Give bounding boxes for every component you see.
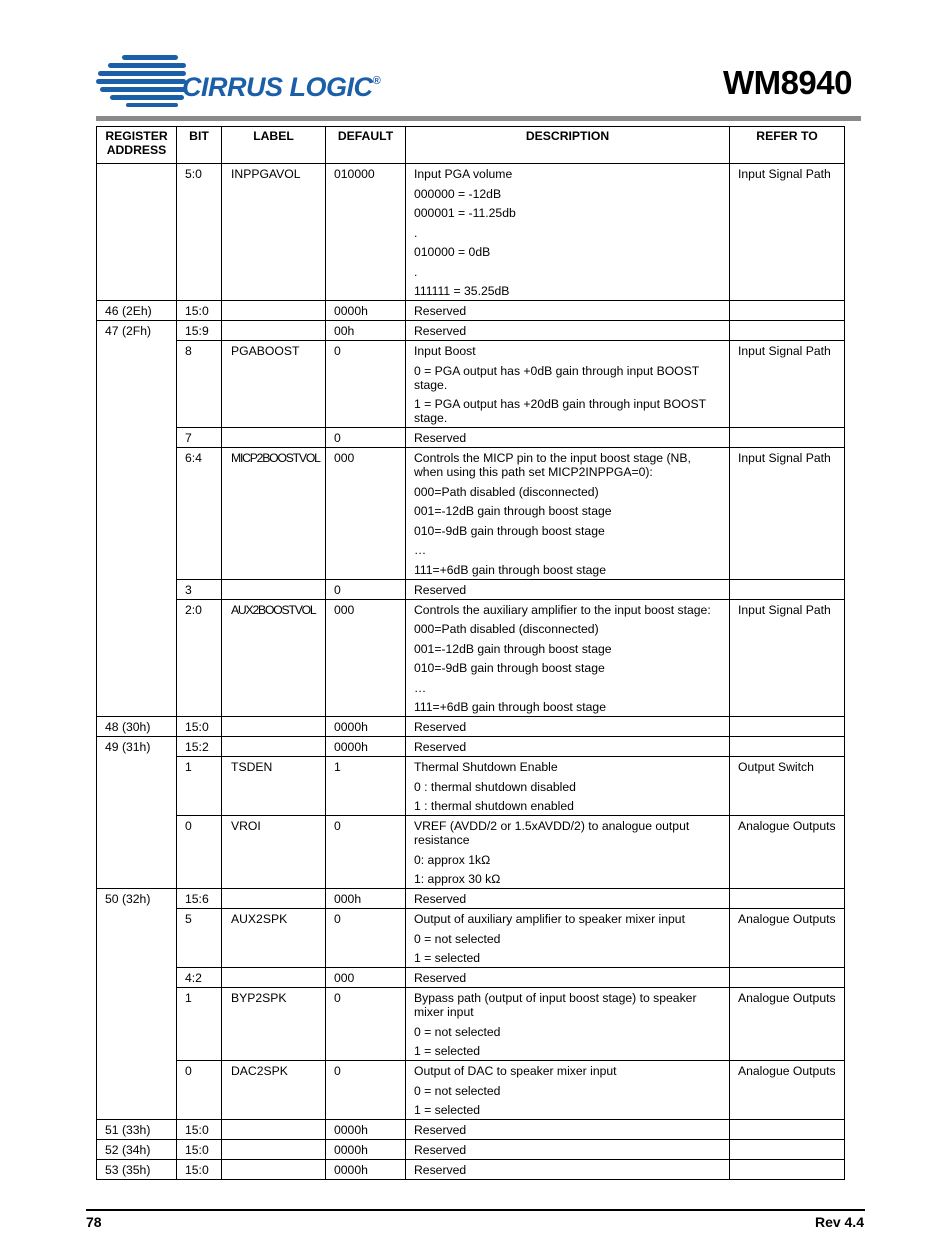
description-line: 1 = selected: [414, 951, 481, 965]
default-cell: 0000h: [326, 1160, 406, 1180]
description-line: 000=Path disabled (disconnected): [414, 484, 599, 499]
table-row: [97, 428, 845, 448]
default-cell: 00h: [326, 321, 406, 341]
refer-to-cell: Output Switch: [730, 757, 845, 816]
description-cell: [406, 1160, 730, 1180]
document-title: WM8940: [722, 64, 852, 101]
register-address-cell: 53 (35h): [97, 1160, 177, 1180]
description-cell: [406, 968, 730, 988]
description-line: 001=-12dB gain through boost stage: [414, 504, 612, 518]
description-line: …: [414, 543, 427, 557]
table-row: [97, 321, 845, 341]
label-cell: [222, 968, 326, 988]
bit-cell: 15:0: [177, 717, 222, 737]
bit-cell: 3: [177, 579, 222, 599]
label-cell: [222, 579, 326, 599]
description-line: Input Boost: [414, 344, 476, 358]
default-cell: 0000h: [326, 737, 406, 757]
description-cell: [406, 341, 730, 428]
table-row: [97, 816, 845, 889]
description-cell: [406, 909, 730, 968]
default-cell: 0: [326, 988, 406, 1061]
bit-cell: 15:9: [177, 321, 222, 341]
default-cell: 010000: [326, 164, 406, 301]
refer-to-cell: Analogue Outputs: [730, 816, 845, 889]
register-address-cell: [97, 909, 177, 968]
logo-text: CIRRUS LOGIC®: [182, 72, 381, 102]
table-row: [97, 448, 845, 580]
table-row: [97, 717, 845, 737]
description-line: Reserved: [414, 324, 467, 338]
table-row: [97, 579, 845, 599]
description-line: .: [414, 225, 418, 240]
refer-to-cell: [730, 968, 845, 988]
bit-cell: 15:0: [177, 1140, 222, 1160]
default-cell: 0: [326, 579, 406, 599]
register-address-cell: [97, 164, 177, 301]
description-line: Thermal Shutdown Enable: [414, 760, 558, 774]
bit-cell: 15:2: [177, 737, 222, 757]
label-cell: MICP2BOOSTVOL: [222, 448, 326, 580]
default-cell: 0000h: [326, 717, 406, 737]
label-cell: [222, 1140, 326, 1160]
description-cell: [406, 1140, 730, 1160]
register-table: [96, 126, 845, 1180]
table-row: [97, 1120, 845, 1140]
table-row: [97, 301, 845, 321]
description-line: 0 = not selected: [414, 931, 501, 946]
description-line: Reserved: [414, 431, 467, 445]
default-cell: 000: [326, 968, 406, 988]
description-line: Reserved: [414, 1143, 467, 1157]
default-cell: 000: [326, 448, 406, 580]
description-line: Reserved: [414, 1163, 467, 1177]
refer-to-cell: Input Signal Path: [730, 599, 845, 717]
description-cell: [406, 321, 730, 341]
register-address-cell: 49 (31h): [97, 737, 177, 757]
bit-cell: 1: [177, 988, 222, 1061]
default-cell: 1: [326, 757, 406, 816]
label-cell: [222, 428, 326, 448]
description-cell: [406, 579, 730, 599]
bit-cell: 15:0: [177, 1160, 222, 1180]
description-line: Reserved: [414, 740, 467, 754]
register-address-cell: [97, 579, 177, 599]
bit-cell: 2:0: [177, 599, 222, 717]
description-line: 111=+6dB gain through boost stage: [414, 562, 606, 577]
footer-divider: [86, 1209, 865, 1211]
refer-to-cell: Input Signal Path: [730, 448, 845, 580]
page-number: 78: [86, 1214, 102, 1230]
refer-to-cell: Analogue Outputs: [730, 988, 845, 1061]
refer-to-cell: [730, 1160, 845, 1180]
label-cell: [222, 717, 326, 737]
default-cell: 0000h: [326, 1120, 406, 1140]
description-cell: [406, 1120, 730, 1140]
register-address-cell: [97, 816, 177, 889]
table-row: [97, 1160, 845, 1180]
description-line: Bypass path (output of input boost stage) to speaker mixer input: [414, 991, 697, 1019]
description-line: 0 = not selected: [414, 1024, 501, 1039]
description-line: Controls the MICP pin to the input boost stage (NB, when using this path set MICP2INPPGA=0):: [414, 451, 691, 479]
table-row: [97, 889, 845, 909]
description-line: 000001 = -11.25db: [414, 206, 516, 220]
description-line: 0: approx 1kΩ: [414, 852, 491, 867]
description-line: 1: approx 30 kΩ: [414, 872, 501, 886]
description-cell: [406, 757, 730, 816]
register-address-cell: [97, 988, 177, 1061]
register-address-cell: [97, 1061, 177, 1120]
logo-stripes-icon: [96, 52, 186, 108]
table-row: [97, 1140, 845, 1160]
label-cell: AUX2SPK: [222, 909, 326, 968]
column-header-label: LABEL: [222, 127, 326, 164]
refer-to-cell: [730, 737, 845, 757]
default-cell: 0: [326, 909, 406, 968]
description-line: 010=-9dB gain through boost stage: [414, 523, 605, 538]
register-address-cell: [97, 428, 177, 448]
bit-cell: 5:0: [177, 164, 222, 301]
label-cell: [222, 321, 326, 341]
default-cell: 0: [326, 1061, 406, 1120]
table-header-row: [97, 127, 845, 164]
bit-cell: 15:0: [177, 1120, 222, 1140]
description-line: 000=Path disabled (disconnected): [414, 622, 599, 636]
label-cell: PGABOOST: [222, 341, 326, 428]
refer-to-cell: [730, 321, 845, 341]
table-row: [97, 737, 845, 757]
default-cell: 0000h: [326, 1140, 406, 1160]
description-line: 0 = PGA output has +0dB gain through input BOOST stage.: [414, 363, 700, 392]
description-line: 1 = selected: [414, 1103, 481, 1117]
bit-cell: 0: [177, 816, 222, 889]
description-line: 111111 = 35.25dB: [414, 284, 510, 298]
bit-cell: 15:6: [177, 889, 222, 909]
column-header-default: DEFAULT: [326, 127, 406, 164]
column-header-bit: BIT: [177, 127, 222, 164]
description-cell: [406, 599, 730, 717]
bit-cell: 5: [177, 909, 222, 968]
label-cell: DAC2SPK: [222, 1061, 326, 1120]
description-cell: [406, 717, 730, 737]
refer-to-cell: [730, 717, 845, 737]
label-cell: [222, 301, 326, 321]
register-address-cell: 46 (2Eh): [97, 301, 177, 321]
bit-cell: 8: [177, 341, 222, 428]
description-line: Reserved: [414, 1123, 467, 1137]
default-cell: 0: [326, 816, 406, 889]
label-cell: [222, 1120, 326, 1140]
description-line: 000000 = -12dB: [414, 186, 502, 201]
refer-to-cell: [730, 579, 845, 599]
bit-cell: 6:4: [177, 448, 222, 580]
description-line: Reserved: [414, 720, 467, 734]
register-address-cell: 50 (32h): [97, 889, 177, 909]
bit-cell: 4:2: [177, 968, 222, 988]
description-line: VREF (AVDD/2 or 1.5xAVDD/2) to analogue output resistance: [414, 819, 690, 847]
column-header-register-address: REGISTER ADDRESS: [97, 127, 177, 164]
description-line: Output of auxiliary amplifier to speaker mixer input: [414, 912, 685, 926]
label-cell: [222, 1160, 326, 1180]
bit-cell: 15:0: [177, 301, 222, 321]
register-address-cell: [97, 599, 177, 717]
table-row: [97, 1061, 845, 1120]
table-row: [97, 909, 845, 968]
description-line: 010=-9dB gain through boost stage: [414, 661, 605, 675]
refer-to-cell: Analogue Outputs: [730, 1061, 845, 1120]
table-row: [97, 164, 845, 301]
refer-to-cell: [730, 428, 845, 448]
register-address-cell: [97, 757, 177, 816]
description-line: 111=+6dB gain through boost stage: [414, 700, 606, 714]
table-row: [97, 988, 845, 1061]
default-cell: 000h: [326, 889, 406, 909]
column-header-refer-to: REFER TO: [730, 127, 845, 164]
label-cell: AUX2BOOSTVOL: [222, 599, 326, 717]
description-cell: [406, 889, 730, 909]
refer-to-cell: [730, 1140, 845, 1160]
description-cell: [406, 1061, 730, 1120]
register-address-cell: [97, 448, 177, 580]
description-cell: [406, 301, 730, 321]
table-row: [97, 341, 845, 428]
description-cell: [406, 164, 730, 301]
description-line: Input PGA volume: [414, 167, 513, 181]
description-cell: [406, 737, 730, 757]
description-line: Output of DAC to speaker mixer input: [414, 1064, 617, 1078]
column-header-description: DESCRIPTION: [406, 127, 730, 164]
description-cell: [406, 816, 730, 889]
description-line: 1 = PGA output has +20dB gain through input BOOST stage.: [414, 397, 706, 425]
bit-cell: 0: [177, 1061, 222, 1120]
description-line: 1 = selected: [414, 1044, 481, 1058]
refer-to-cell: Input Signal Path: [730, 164, 845, 301]
label-cell: TSDEN: [222, 757, 326, 816]
default-cell: 0000h: [326, 301, 406, 321]
description-line: Reserved: [414, 304, 467, 318]
register-address-cell: 52 (34h): [97, 1140, 177, 1160]
description-line: 0 : thermal shutdown disabled: [414, 779, 576, 794]
description-line: Controls the auxiliary amplifier to the input boost stage:: [414, 602, 711, 617]
table-row: [97, 599, 845, 717]
refer-to-cell: [730, 301, 845, 321]
refer-to-cell: Analogue Outputs: [730, 909, 845, 968]
register-address-cell: 47 (2Fh): [97, 321, 177, 341]
description-line: 1 : thermal shutdown enabled: [414, 799, 574, 813]
header-divider: [96, 116, 861, 121]
label-cell: BYP2SPK: [222, 988, 326, 1061]
description-line: Reserved: [414, 582, 467, 597]
default-cell: 0: [326, 341, 406, 428]
table-row: [97, 968, 845, 988]
description-line: .: [414, 264, 418, 279]
revision-label: Rev 4.4: [814, 1214, 864, 1230]
description-line: Reserved: [414, 892, 467, 906]
label-cell: [222, 737, 326, 757]
register-address-cell: 51 (33h): [97, 1120, 177, 1140]
description-line: Reserved: [414, 971, 467, 985]
description-line: 010000 = 0dB: [414, 245, 491, 259]
description-cell: [406, 988, 730, 1061]
label-cell: INPPGAVOL: [222, 164, 326, 301]
default-cell: 0: [326, 428, 406, 448]
description-line: 001=-12dB gain through boost stage: [414, 641, 612, 656]
description-line: …: [414, 680, 427, 695]
refer-to-cell: [730, 889, 845, 909]
cirrus-logic-logo: [96, 52, 396, 108]
label-cell: [222, 889, 326, 909]
register-address-cell: [97, 341, 177, 428]
register-address-cell: 48 (30h): [97, 717, 177, 737]
refer-to-cell: Input Signal Path: [730, 341, 845, 428]
description-cell: [406, 428, 730, 448]
description-line: 0 = not selected: [414, 1083, 501, 1098]
bit-cell: 7: [177, 428, 222, 448]
refer-to-cell: [730, 1120, 845, 1140]
description-cell: [406, 448, 730, 580]
table-row: [97, 757, 845, 816]
bit-cell: 1: [177, 757, 222, 816]
register-address-cell: [97, 968, 177, 988]
label-cell: VROI: [222, 816, 326, 889]
default-cell: 000: [326, 599, 406, 717]
